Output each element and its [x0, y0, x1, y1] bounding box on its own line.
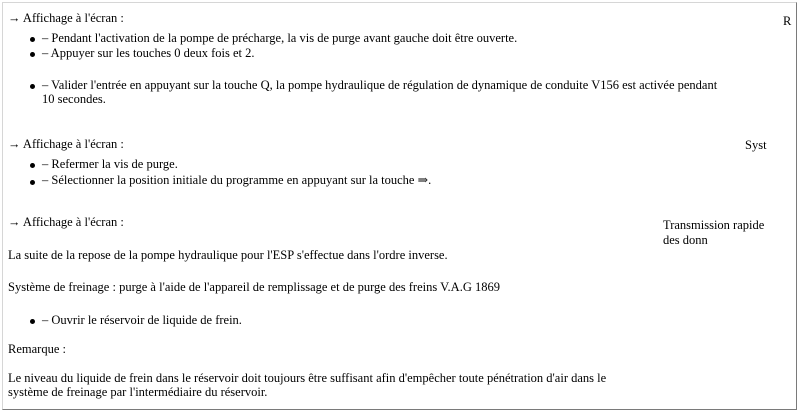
remark-label: Remarque : — [8, 342, 66, 356]
bullet-point — [30, 319, 35, 324]
list-item-validate-entry: – Valider l'entrée en appuyant sur la touche Q, la pompe hydraulique de régulation de dynamique de conduite V156 est activée pendant — [42, 78, 718, 92]
bullet-point — [30, 37, 35, 42]
section3-right-label-line1: Transmission rapide — [663, 218, 765, 232]
list-item-validate-entry-continued: 10 secondes. — [42, 92, 106, 106]
paragraph-reassembly: La suite de la repose de la pompe hydraulique pour l'ESP s'effectue dans l'ordre inverse. — [8, 248, 448, 262]
section2-right-label: Syst — [745, 138, 767, 152]
bullet-point — [30, 52, 35, 57]
bullet-point — [30, 180, 35, 185]
list-item-press-keys: – Appuyer sur les touches 0 deux fois et 2. — [42, 46, 255, 60]
remark-text-line2: système de freinage par l'intermédiaire du réservoir. — [8, 385, 268, 399]
list-item-select-initial-position: – Sélectionner la position initiale du programme en appuyant sur la touche ⇒. — [42, 173, 432, 187]
bullet-point — [30, 163, 35, 168]
list-item-open-reservoir: – Ouvrir le réservoir de liquide de frein. — [42, 313, 242, 327]
paragraph-brake-system: Système de freinage : purge à l'aide de l'appareil de remplissage et de purge des freins V.A.G 1869 — [8, 280, 500, 294]
list-item-close-bleed-screw: – Refermer la vis de purge. — [42, 157, 178, 171]
remark-text-line1: Le niveau du liquide de frein dans le réservoir doit toujours être suffisant afin d'empêcher toute pénétration d'air dans le — [8, 371, 607, 385]
document-frame — [2, 2, 797, 410]
section3-heading: → Affichage à l'écran : — [8, 215, 124, 229]
section1-heading: → Affichage à l'écran : — [8, 11, 124, 25]
bullet-point — [30, 84, 35, 89]
list-item-open-bleed-screw: – Pendant l'activation de la pompe de précharge, la vis de purge avant gauche doit être ouverte. — [42, 31, 518, 45]
section2-heading: → Affichage à l'écran : — [8, 137, 124, 151]
section3-right-label-line2: des donn — [663, 233, 708, 247]
section1-right-label: R — [783, 14, 792, 28]
